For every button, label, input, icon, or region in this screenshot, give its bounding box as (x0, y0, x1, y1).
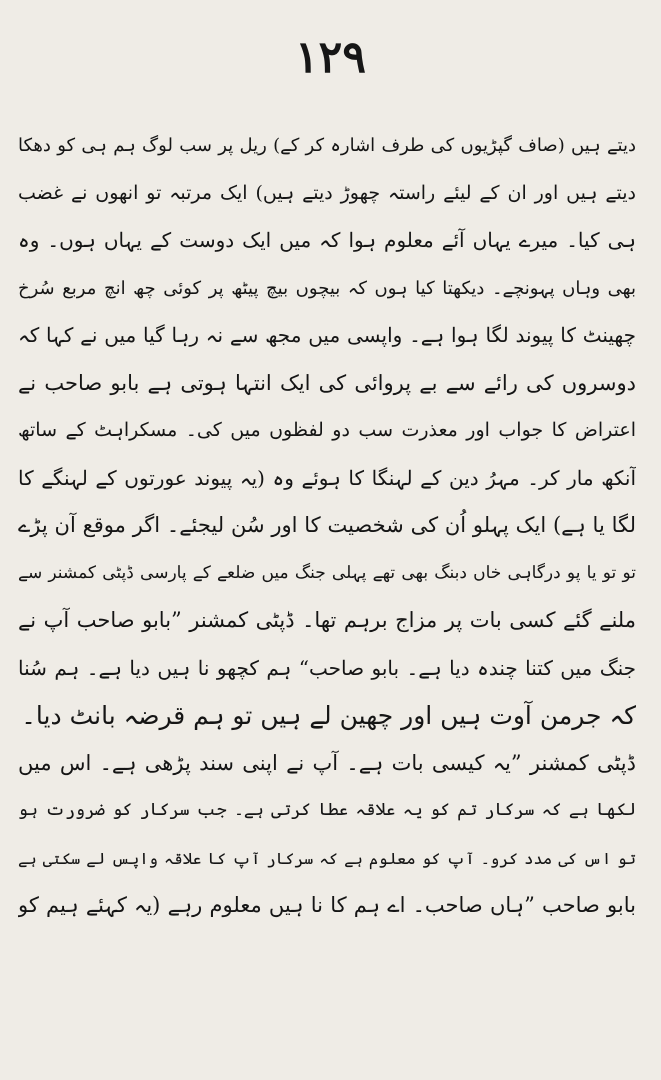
text-line: دوسروں کی رائے سے بے پروائی کی ایک انتہا ہوتی ہے بابو صاحب نے (18, 370, 636, 395)
text-line: ہی کیا۔ میرے یہاں آئے معلوم ہوا کہ میں ایک دوست کے یہاں ہوں۔ وہ (18, 228, 636, 252)
text-line: تو تو یا پو درگاہی خاں دبنگ بھی تھے پہلی جنگ میں ضلعے کے پارسی ڈپٹی کمشنر سے (18, 562, 636, 583)
text-line: اعتراض کا جواب اور معذرت سب دو لفظوں میں کی۔ مسکراہٹ کے ساتھ (18, 419, 636, 441)
text-line: آنکھ مار کر۔ مہرُ دین کے لہنگا کا ہوئے وہ (یہ پیوند عورتوں کے لہنگے کا (18, 465, 636, 490)
text-line: بابو صاحب ”ہاں صاحب۔ اے ہم کا نا ہیں معلوم رہے (یہ کہئے ہیم کو (18, 893, 636, 917)
text-line: لگا یا ہے) ایک پہلو اُن کی شخصیت کا اور سُن لیجئے۔ اگر موقع آن پڑے (18, 513, 636, 537)
text-line: تو اس کی مدد کرو۔ آپ کو معلوم ہے کہ سرکار آپ کا علاقہ واپس لے سکتی ہے (18, 848, 636, 868)
text-line: دیتے ہیں اور ان کے لیئے راستہ چھوڑ دیتے ہیں) ایک مرتبہ تو انھوں نے غضب (18, 181, 636, 204)
text-line: چھینٹ کا پیوند لگا ہوا ہے۔ واپسی میں مجھ سے نہ رہا گیا میں نے کہا کہ (18, 323, 636, 347)
text-line: لکھا ہے کہ سرکار تم کو یہ علاقہ عطا کرتی ہے۔ جب سرکار کو ضرورت ہو (18, 800, 636, 820)
text-line: بھی وہاں پہونچے۔ دیکھتا کیا ہوں کہ بیچوں بیچ پیٹھ پر کوئی چھ انچ مربع سُرخ (18, 277, 636, 299)
body-text (18, 122, 636, 930)
text-line: کہ جرمن آوت ہیں اور چھین لے ہیں تو ہم قرضہ بانٹ دیا۔ (21, 701, 636, 730)
text-line: ڈپٹی کمشنر ”یہ کیسی بات ہے۔ آپ نے اپنی سند پڑھی ہے۔ اس میں (18, 750, 636, 775)
text-line: جنگ میں کتنا چندہ دیا ہے۔ بابو صاحب“ ہم کچھو نا ہیں دیا ہے۔ ہم سُنا (18, 655, 636, 680)
text-line: دیتے ہیں (صاف گپڑیوں کی طرف اشارہ کر کے) ریل پر سب لوگ ہم ہی کو دھکا (18, 135, 636, 156)
page-number: ۱۲۹ (295, 32, 366, 83)
text-line: ملنے گئے کسی بات پر مزاج برہم تھا۔ ڈپٹی کمشنر ”بابو صاحب آپ نے (18, 608, 636, 632)
